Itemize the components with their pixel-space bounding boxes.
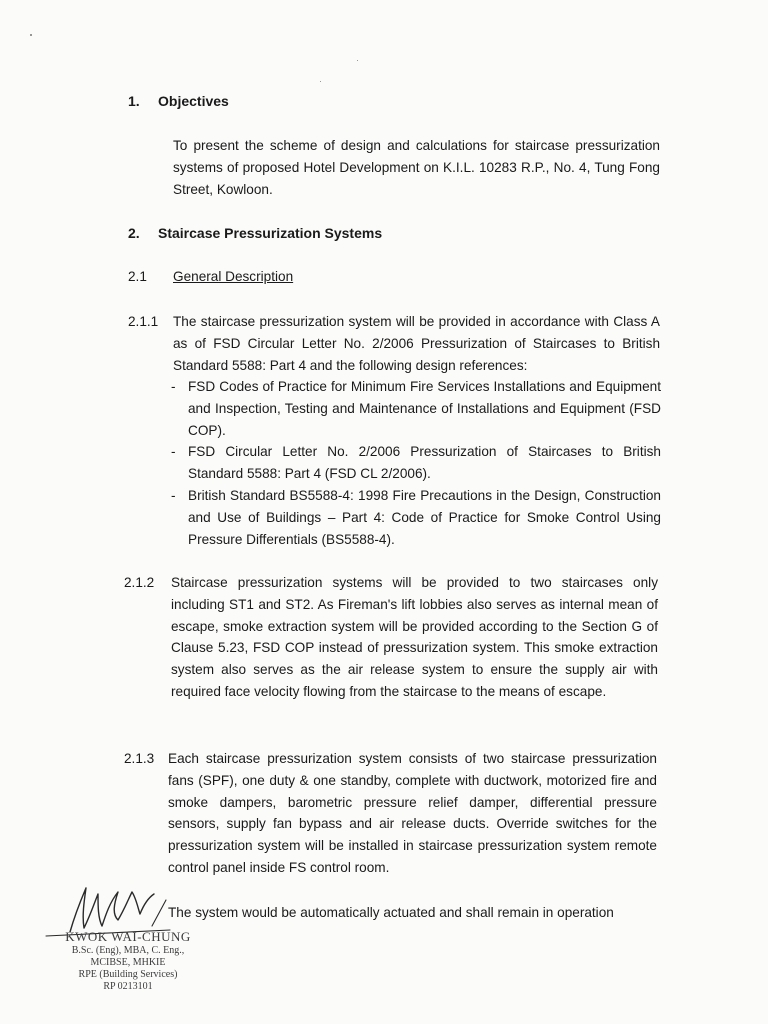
scan-speck (357, 60, 358, 61)
bullet-marker: - (171, 487, 176, 503)
paragraph-2-1-2-body: Staircase pressurization systems will be provided to two staircases only including ST1 and ST2. As Fireman's lift lobbies also serves as internal mean of escape, smoke extraction system will be provided according to the Section G of Clause 5.23, FSD COP instead of pressurization system. This smoke extraction system also serves as the air release system to ensure the supply air with required face velocity flowing from the staircase to the means of escape. (171, 575, 658, 699)
bullet-marker: - (171, 444, 176, 460)
paragraph-2-1-1-body: The staircase pressurization system will be provided in accordance with Class A as of FSD Circular Letter No. 2/2006 Pressurization of Staircases to British Standard 5588: Part 4 and the following design references: (173, 314, 660, 373)
scan-speck (30, 34, 32, 36)
bullet-marker: - (171, 379, 176, 394)
scan-speck (320, 81, 321, 82)
section-2-title: Staircase Pressurization Systems (158, 225, 383, 241)
section-1-body: To present the scheme of design and calculations for staircase pressurization systems of proposed Hotel Development on K.I.L. 10283 R.P., No. 4, Tung Fong Street, Kowloon. (173, 138, 660, 197)
bullet-item (171, 376, 661, 441)
bullet-item (171, 441, 661, 485)
bullet-text: FSD Circular Letter No. 2/2006 Pressurization of Staircases to British Standard 5588: Part 4 (FSD CL 2/2006). (188, 444, 661, 482)
signatory-qualifications-2: MCIBSE, MHKIE (90, 957, 166, 968)
signatory-qualifications-1: B.Sc. (Eng), MBA, C. Eng., (71, 945, 185, 956)
bullet-list (171, 376, 661, 550)
section-1-number: 1. (128, 93, 140, 109)
signatory-qualifications-4: RP 0213101 (103, 981, 153, 992)
paragraph-2-1-1-number: 2.1.1 (128, 314, 159, 329)
paragraph-2-1-3-number: 2.1.3 (124, 751, 155, 766)
paragraph-continuation: The system would be automatically actuated and shall remain in operation (168, 905, 614, 920)
paragraph-2-1-2-number: 2.1.2 (124, 575, 155, 590)
bullet-text: British Standard BS5588-4: 1998 Fire Precautions in the Design, Construction and Use of Buildings – Part 4: Code of Practice for Smoke Control Using Pressure Differentials (BS5588-4). (188, 487, 661, 547)
subsection-2-1-number: 2.1 (128, 269, 147, 284)
paragraph-2-1-3-body: Each staircase pressurization system consists of two staircase pressurization fans (SPF), one duty & one standby, complete with ductwork, motorized fire and smoke dampers, barometric pressure relief damper, differential pressure sensors, supply fan bypass and air release ducts. Override switches for the pressurization system will be installed in staircase pressurization system remote control panel inside FS control room. (168, 751, 657, 875)
signatory-qualifications-3: RPE (Building Services) (78, 969, 178, 980)
signatory-name: KWOK WAI-CHUNG (65, 929, 191, 944)
section-1-title: Objectives (158, 93, 229, 109)
bullet-text: FSD Codes of Practice for Minimum Fire Services Installations and Equipment and Inspection, Testing and Maintenance of Installations and Equipment (FSD COP). (188, 379, 661, 438)
bullet-item (171, 485, 661, 550)
section-2-number: 2. (128, 225, 140, 241)
subsection-2-1-title: General Description (173, 269, 294, 284)
